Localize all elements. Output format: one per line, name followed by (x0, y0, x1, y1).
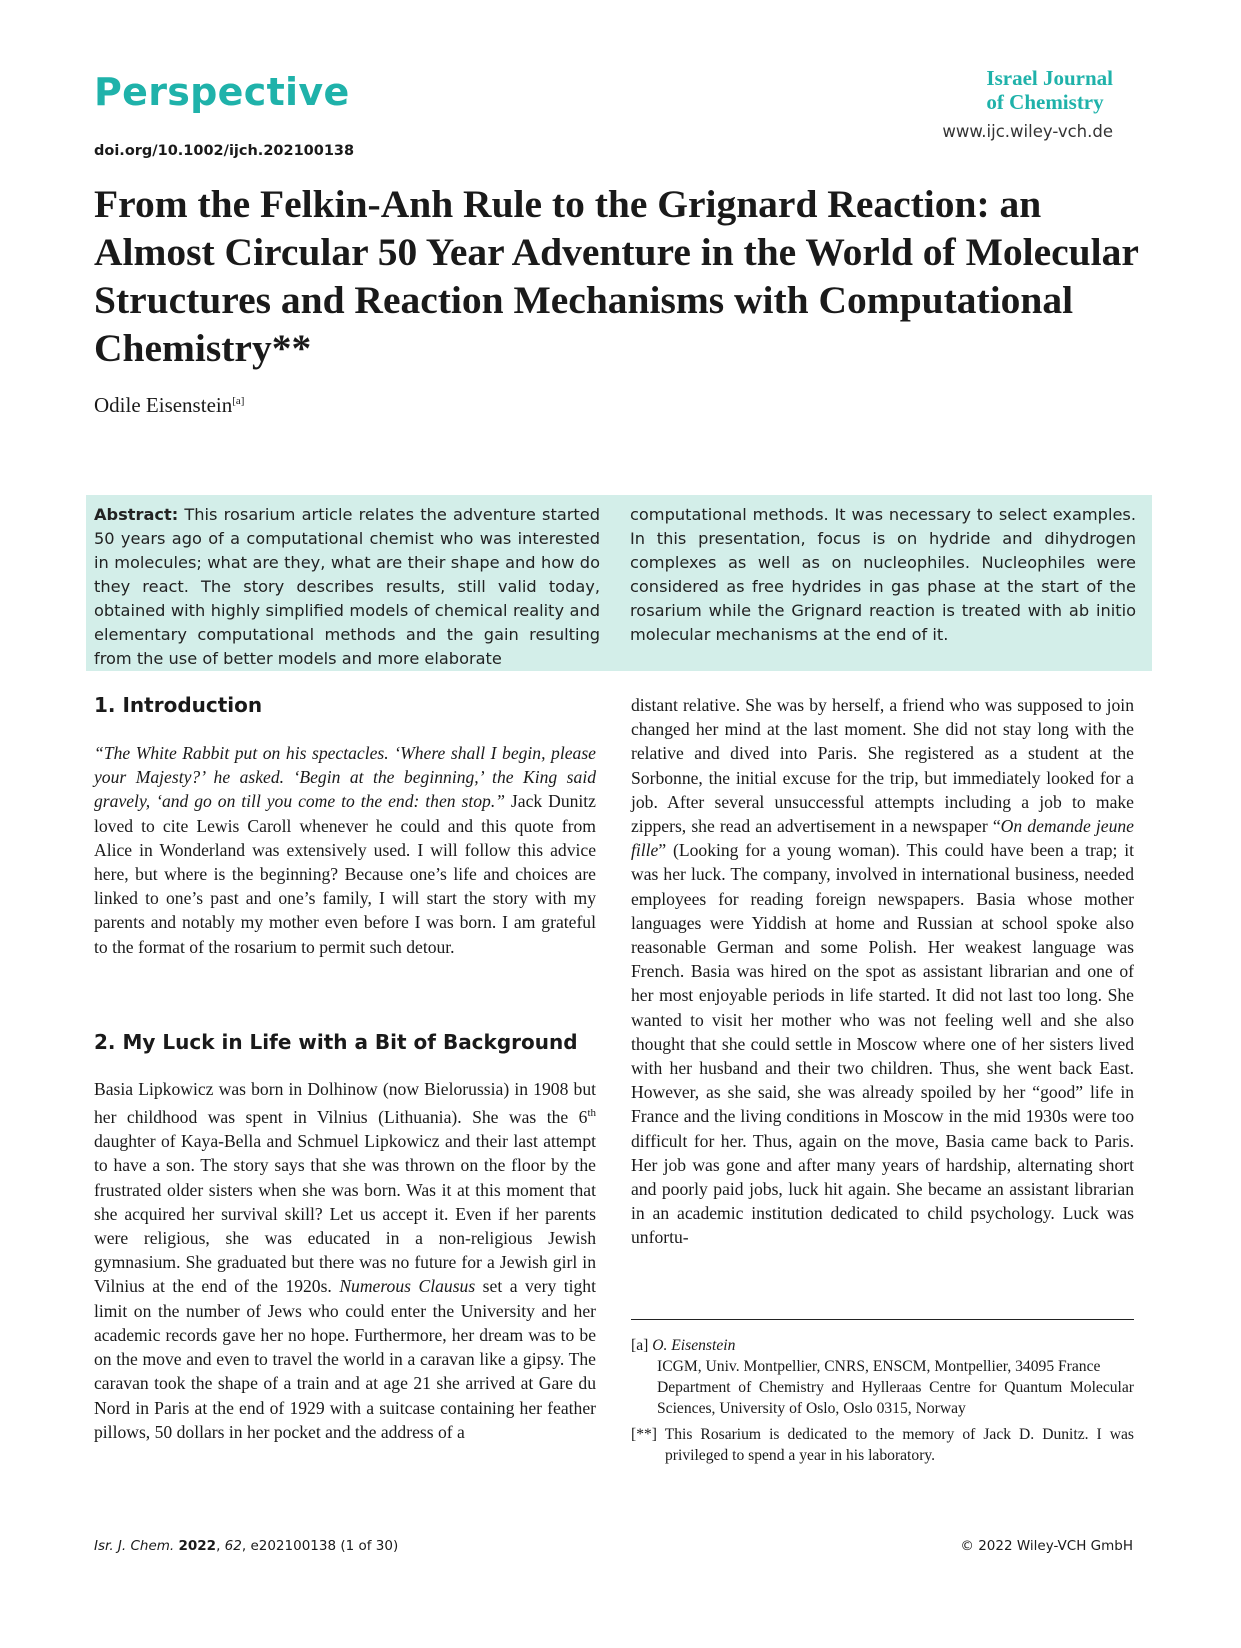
luck-text-3: set a very tight limit on the number of Jews who could enter the University and her academic records gave her no hope. Furthermore, her dream was to be on the move and even to travel the world in a caravan like a gipsy. The caravan took the shape of a train and at age 21 she arrived at Gare du Nord in Paris at the end of 1929 with a suitcase containing her feather pillows, 50 dollars in her pocket and the address of a (94, 1276, 596, 1442)
author-name: Odile Eisenstein (94, 393, 233, 417)
luck-text-2: daughter of Kaya-Bella and Schmuel Lipkowicz and their last attempt to have a son. The story says that she was thrown on the floor by the frustrated older sisters when she was born. Was it at this moment that she acquired her survival skill? Let us accept it. Even if her parents were religious, she was educated in a non-religious Jewish gymnasium. She graduated but there was no future for a Jewish girl in Vilnius at the end of the 1920s. (94, 1131, 596, 1297)
right-text-2: ” (Looking for a young woman). This could have been a trap; it was her luck. The company, involved in international business, needed employees for reading foreign newspapers. Basia whose mother languages were Yiddish at home and Russian at school spoke also reasonable German and some Polish. Her weakest language was French. Basia was hired on the spot as assistant librarian and one of her most enjoyable periods in life started. It did not last too long. She wanted to visit her mother who was not feeling well and she also thought that she could settle in Moscow where one of her sisters lived with her husband and their two children. Thus, she went back East. However, as she said, she was already spoiled by her “good” life in France and the living conditions in Moscow in the mid 1930s were too difficult for her. Thus, again on the move, Basia came back to Paris. Her job was gone and after many years of hardship, alternating short and poorly paid jobs, luck hit again. She became an assistant librarian in an academic institution dedicated to child psychology. Luck was unfortu- (631, 840, 1134, 1248)
right-italic: On demande jeune fille (631, 816, 1134, 861)
abstract-right-column (630, 503, 1136, 647)
journal-name-line2: of Chemistry (986, 90, 1104, 114)
footer-volume: 62 (224, 1538, 242, 1554)
abstract-text-left: This rosarium article relates the adventure started 50 years ago of a computational chemist who was interested in molecules; what are they, what are their shape and how do they react. The story describes results, still valid today, obtained with highly simplified models of chemical reality and elementary computational methods and the gain resulting from the use of better models and more elaborate (94, 505, 600, 668)
right-text-1: distant relative. She was by herself, a friend who was supposed to join changed her mind at the last moment. She did not stay long with the relative and dived into Paris. She registered as a student at the Sorbonne, the initial excuse for the trip, but immediately looked for a job. After several unsuccessful attempts including a job to make zippers, she read an advertisement in a newspaper “ (631, 695, 1134, 837)
footnotes (631, 1335, 1134, 1466)
journal-url[interactable]: www.ijc.wiley-vch.de (942, 122, 1113, 141)
abstract-label: Abstract: (94, 505, 179, 524)
intro-quote: “The White Rabbit put on his spectacles. ‘Where shall I begin, please your Majesty?’ he asked. ‘Begin at the beginning,’ the King said gravely, ‘and go on till you come to the end: then stop.” (94, 743, 596, 812)
footnote-divider (631, 1319, 1134, 1320)
footer-copyright: © 2022 Wiley-VCH GmbH (960, 1538, 1133, 1554)
doi-link[interactable]: doi.org/10.1002/ijch.202100138 (94, 143, 355, 159)
section-label: Perspective (94, 70, 350, 114)
footnote-a-name: O. Eisenstein (652, 1337, 736, 1354)
luck-paragraph (94, 1077, 596, 1444)
luck-text-1: Basia Lipkowicz was born in Dolhinow (now Bielorussia) in 1908 but her childhood was spent in Vilnius (Lithuania). She was the 6 (94, 1079, 596, 1128)
intro-heading: 1. Introduction (94, 693, 263, 717)
luck-italic: Numerous Clausus (339, 1276, 476, 1297)
article-title: From the Felkin-Anh Rule to the Grignard Reaction: an Almost Circular 50 Year Adventure in the World of Molecular Structures and Reaction Mechanisms with Computational Chemistry** (94, 182, 1139, 370)
abstract-left-column (94, 503, 600, 671)
footer-journal-abbr: Isr. J. Chem. (94, 1538, 175, 1554)
footnote-dedication (631, 1424, 1134, 1466)
right-column-paragraph (631, 693, 1134, 1250)
abstract-text-right: computational methods. It was necessary to select examples. In this presentation, focus is on hydride and dihydrogen complexes as well as on nucleophiles. Nucleophiles were considered as free hydrides in gas phase at the start of the rosarium while the Grignard reaction is treated with ab initio molecular mechanisms at the end of it. (630, 505, 1136, 644)
footnote-b-text: This Rosarium is dedicated to the memory of Jack D. Dunitz. I was privileged to spend a year in his laboratory. (664, 1426, 1134, 1464)
footer-year: 2022 (178, 1538, 217, 1554)
footer-citation: Isr. J. Chem. 2022, 62, e202100138 (1 of 30) (94, 1538, 399, 1554)
footer-article-page: , e202100138 (1 of 30) (241, 1538, 399, 1554)
intro-paragraph (94, 741, 596, 959)
intro-body: Jack Dunitz loved to cite Lewis Caroll whenever he could and this quote from Alice in Wonderland was extensively used. I will follow this advice here, but where is the beginning? Because one’s life and choices are linked to one’s past and one’s family, I will start the story with my parents and notably my mother even before I was born. I am grateful to the format of the rosarium to permit such detour. (94, 791, 596, 957)
author-affiliation-mark: [a] (232, 395, 245, 407)
footnote-a-mark: [a] (631, 1337, 649, 1354)
journal-logo (986, 66, 1113, 114)
footnote-a-affiliation-1: ICGM, Univ. Montpellier, CNRS, ENSCM, Montpellier, 34095 France (657, 1358, 1101, 1375)
footnote-b-mark: [**] (631, 1426, 657, 1443)
author (94, 393, 244, 418)
luck-heading: 2. My Luck in Life with a Bit of Background (94, 1030, 578, 1054)
journal-name-line1: Israel Journal (986, 66, 1113, 90)
footnote-a-affiliation-2: Department of Chemistry and Hylleraas Centre for Quantum Molecular Sciences, University of Oslo, Oslo 0315, Norway (657, 1379, 1134, 1417)
luck-superscript: th (587, 1107, 596, 1120)
footnote-a-header (631, 1335, 1134, 1356)
abstract-box (86, 495, 1152, 671)
